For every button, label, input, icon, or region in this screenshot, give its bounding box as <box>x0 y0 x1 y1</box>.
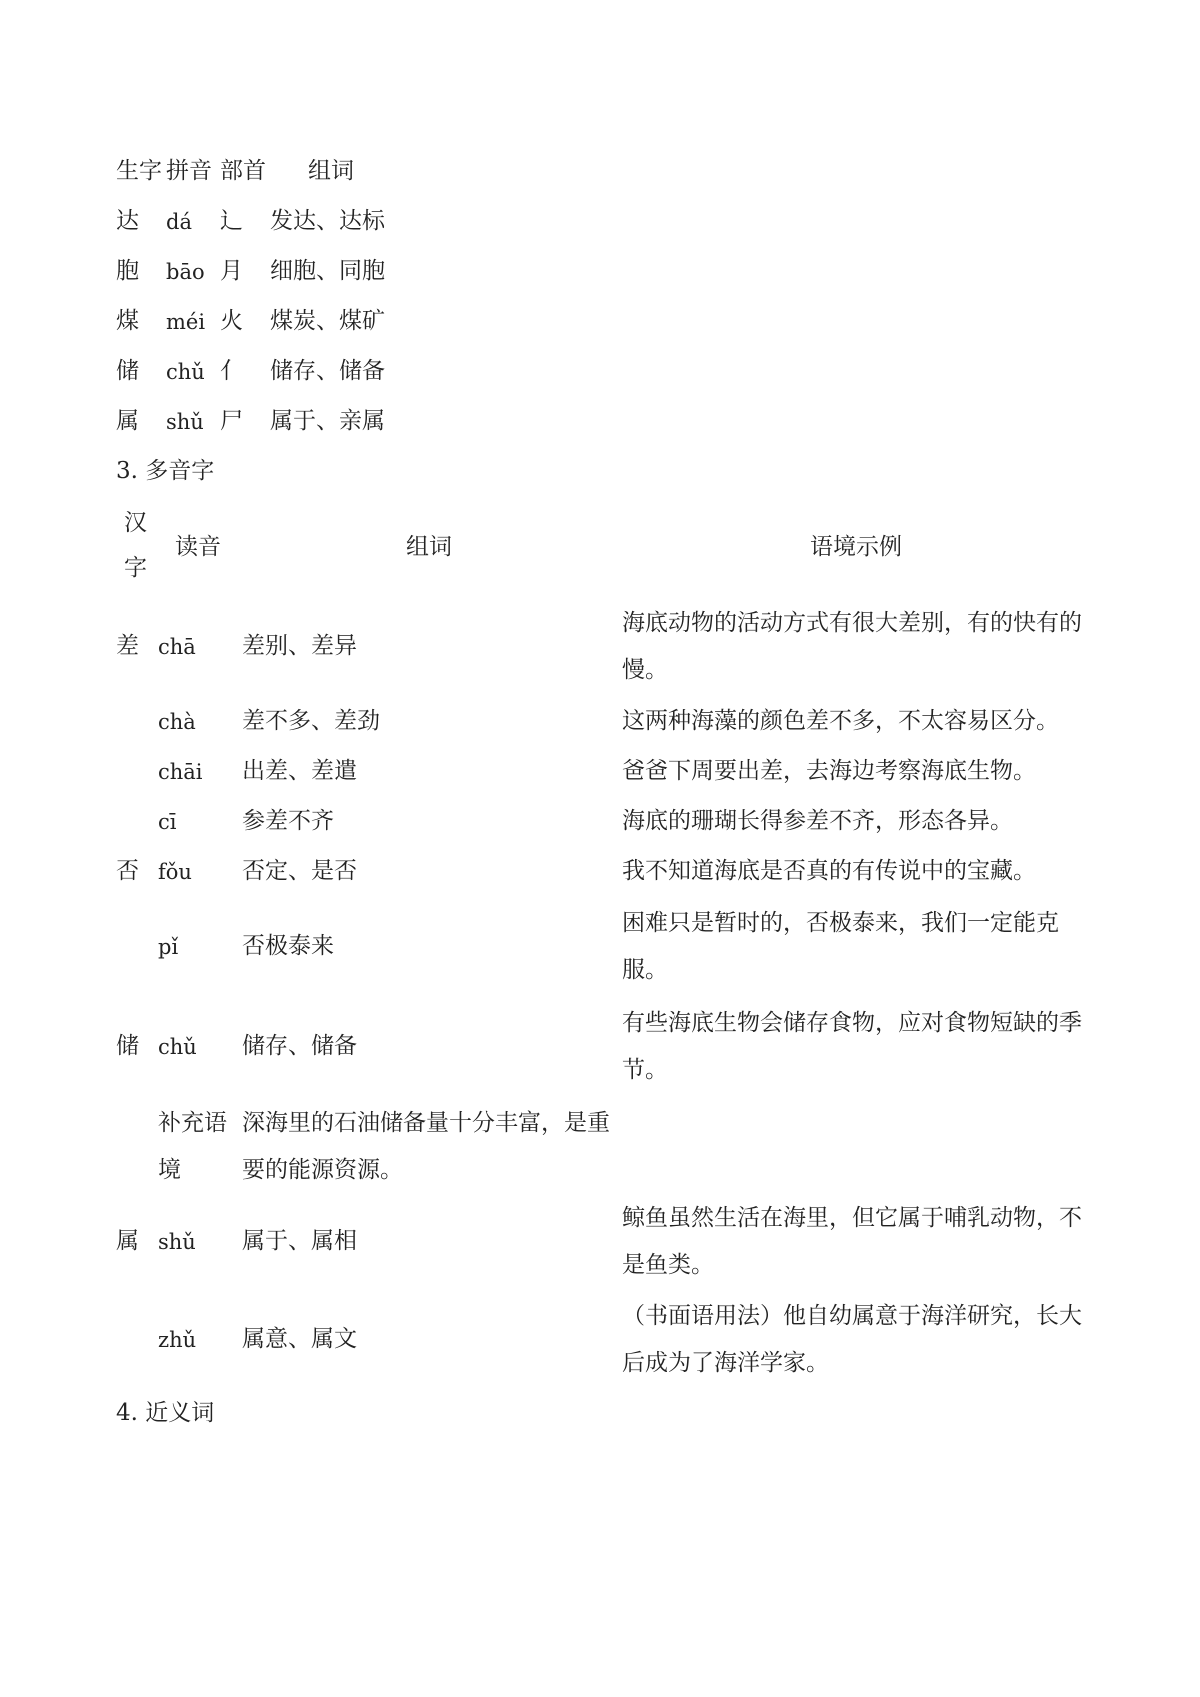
vocab-row-pinyin: shǔ <box>166 410 204 434</box>
poly-row-words: 否极泰来 <box>242 933 334 959</box>
poly-row-reading: chà <box>158 710 196 734</box>
poly-header-words: 组词 <box>406 534 452 560</box>
poly-row-reading: shǔ <box>158 1230 196 1254</box>
vocab-header-char: 生字 <box>116 158 162 184</box>
poly-row-char: 差 <box>116 633 139 659</box>
vocab-row-pinyin: bāo <box>166 260 205 284</box>
poly-row-reading: fǒu <box>158 860 192 884</box>
poly-row-char: 属 <box>116 1228 139 1254</box>
poly-row-reading: chǔ <box>158 1035 197 1059</box>
vocab-row-words: 储存、储备 <box>270 358 385 384</box>
poly-row-supplement-label: 补充语境 <box>158 1110 227 1183</box>
poly-row-words: 属意、属文 <box>242 1326 357 1352</box>
section-3-title: 3. 多音字 <box>116 458 215 484</box>
poly-row-char: 储 <box>116 1033 139 1059</box>
poly-header-char-a: 汉 <box>124 510 147 536</box>
poly-row-char: 否 <box>116 858 139 884</box>
poly-row-example: 海底动物的活动方式有很大差别，有的快有的慢。 <box>622 610 1082 683</box>
poly-row-example: 鲸鱼虽然生活在海里，但它属于哺乳动物，不是鱼类。 <box>622 1205 1082 1278</box>
poly-row-words: 属于、属相 <box>242 1228 357 1254</box>
poly-row-example: 爸爸下周要出差，去海边考察海底生物。 <box>622 758 1036 784</box>
poly-row-example: 海底的珊瑚长得参差不齐，形态各异。 <box>622 808 1013 834</box>
vocab-header-pinyin: 拼音 <box>166 158 212 184</box>
poly-row-supplement-text: 深海里的石油储备量十分丰富，是重要的能源资源。 <box>242 1110 610 1183</box>
vocab-header-words: 组词 <box>308 158 354 184</box>
vocab-row-char: 煤 <box>116 308 139 334</box>
poly-row-words: 差别、差异 <box>242 633 357 659</box>
poly-row-example: 困难只是暂时的，否极泰来，我们一定能克服。 <box>622 910 1059 983</box>
poly-row-words: 出差、差遣 <box>242 758 357 784</box>
vocab-row-radical: 辶 <box>220 208 243 234</box>
vocab-row-radical: 月 <box>220 258 243 284</box>
vocab-header-radical: 部首 <box>220 158 266 184</box>
poly-row-example: 有些海底生物会储存食物，应对食物短缺的季节。 <box>622 1010 1082 1083</box>
vocab-row-words: 煤炭、煤矿 <box>270 308 385 334</box>
poly-row-reading: zhǔ <box>158 1328 197 1352</box>
vocab-row-char: 属 <box>116 408 139 434</box>
poly-row-reading: chāi <box>158 760 203 784</box>
poly-row-reading: cī <box>158 810 177 834</box>
vocab-row-words: 发达、达标 <box>270 208 385 234</box>
vocab-row-pinyin: chǔ <box>166 360 205 384</box>
vocab-row-words: 属于、亲属 <box>270 408 385 434</box>
vocab-row-char: 达 <box>116 208 139 234</box>
vocab-row-pinyin: méi <box>166 310 206 334</box>
vocab-row-radical: 尸 <box>220 408 243 434</box>
vocab-row-pinyin: dá <box>166 210 192 234</box>
vocab-row-words: 细胞、同胞 <box>270 258 385 284</box>
vocab-row-radical: 火 <box>220 308 243 334</box>
poly-row-example: 我不知道海底是否真的有传说中的宝藏。 <box>622 858 1036 884</box>
vocab-row-radical: 亻 <box>220 358 243 384</box>
poly-row-reading: pǐ <box>158 935 179 959</box>
vocab-row-char: 胞 <box>116 258 139 284</box>
poly-row-words: 储存、储备 <box>242 1033 357 1059</box>
vocab-row-char: 储 <box>116 358 139 384</box>
poly-header-char-b: 字 <box>124 555 147 581</box>
poly-row-words: 否定、是否 <box>242 858 357 884</box>
section-4-title: 4. 近义词 <box>116 1400 215 1426</box>
poly-row-example: 这两种海藻的颜色差不多，不太容易区分。 <box>622 708 1059 734</box>
poly-row-example: （书面语用法）他自幼属意于海洋研究，长大后成为了海洋学家。 <box>622 1303 1082 1376</box>
poly-row-words: 参差不齐 <box>242 808 334 834</box>
poly-row-reading: chā <box>158 635 196 659</box>
poly-header-reading: 读音 <box>175 534 221 560</box>
poly-row-words: 差不多、差劲 <box>242 708 380 734</box>
poly-header-example: 语境示例 <box>810 534 902 560</box>
